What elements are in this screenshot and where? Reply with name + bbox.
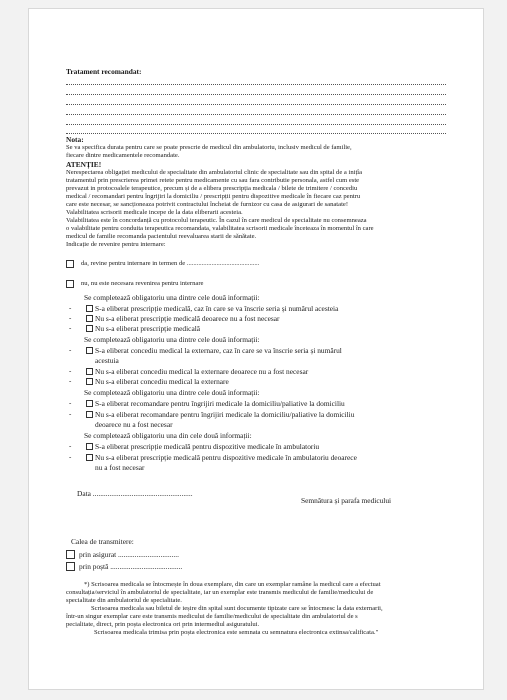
dotted-line[interactable] — [66, 133, 446, 134]
dotted-line[interactable] — [66, 124, 446, 125]
atentie-line: medicul de familie recomanda pacientului reevaluarea starii de sănătate. — [66, 233, 257, 240]
option-label: Nu s-a eliberat prescripție medicală deoarece nu a fost necesar — [95, 314, 280, 323]
option-checkbox[interactable] — [86, 315, 93, 322]
option-checkbox[interactable] — [86, 378, 93, 385]
option-label: Nu s-a eliberat prescripție medicală pentru dispozitive medicale în ambulatoriu deoarece — [95, 453, 357, 462]
option-item[interactable] — [86, 377, 229, 386]
revenire-da-label: da, revine pentru internare in termen de ............................................ — [81, 260, 260, 267]
option-label: Nu s-a eliberat concediu medical la externare deoarece nu a fost necesar — [95, 367, 309, 376]
dash-bullet: - — [69, 453, 72, 461]
option-checkbox[interactable] — [86, 411, 93, 418]
atentie-line: Nerespectarea obligației medicului de specialitate din ambulatoriul clinic de specialitate sau din spital de a inițîa — [66, 169, 363, 176]
revenire-da-checkbox[interactable] — [66, 260, 74, 268]
footnote-line: într-un singur exemplar care este transmis medicului de familie/medicului de specialitate din ambulatoriul de s — [66, 613, 358, 620]
footnote-line: consultația/serviciul în ambulatoriul de specialitate, iar un exemplar este transmis medicului de familie/medicului de — [66, 589, 374, 596]
option-label: S-a eliberat recomandare pentru îngrijiri medicale la domiciliu/paliative la domiciliu — [95, 399, 345, 408]
dash-bullet: - — [69, 346, 72, 354]
option-label: S-a eliberat concediu medical la externare, caz în care se va înscrie seria și numărul — [95, 346, 342, 355]
signature-label: Semnătura și parafa medicului — [301, 496, 392, 505]
option-label: Nu s-a eliberat concediu medical la externare — [95, 377, 229, 386]
nota-line: fiecare dintre medicamentele recomandate. — [66, 152, 180, 159]
atentie-line: care este necesar, se sancționeaza potrivit contractului încheiat de furnizor cu casa de asigurari de sanatate! — [66, 201, 349, 208]
option-checkbox[interactable] — [86, 325, 93, 332]
option-checkbox[interactable] — [86, 454, 93, 461]
option-checkbox[interactable] — [86, 368, 93, 375]
transmission-label: Calea de transmitere: — [71, 537, 134, 546]
dash-bullet: - — [69, 410, 72, 418]
option-label: Nu s-a eliberat recomandare pentru îngrijiri medicale la domiciliu/paliative la domiciliu — [95, 410, 355, 419]
option-item[interactable] — [86, 346, 342, 355]
dash-bullet: - — [69, 377, 72, 385]
option-continuation: acestuia — [95, 356, 119, 365]
dash-bullet: - — [69, 442, 72, 450]
group-heading: Se completează obligatoriu una din cele două informații: — [84, 431, 252, 440]
footnote-line: *) Scrisoarea medicala se întocmește în doua exemplare, din care un exemplar ramâne la medicul care a efectuat — [84, 581, 381, 588]
document-page — [28, 8, 484, 690]
option-checkbox[interactable] — [86, 347, 93, 354]
nota-label: Nota: — [66, 135, 84, 144]
footnote-line: specialitate din ambulatoriul de specialitate. — [66, 597, 182, 604]
dotted-line[interactable] — [66, 104, 446, 105]
dotted-line[interactable] — [66, 94, 446, 95]
dash-bullet: - — [69, 324, 72, 332]
atentie-line: prevazut in protocoalele terapeutice, precum și de a elibera prescripția medicala / bilete de trimitere / concediu — [66, 185, 358, 192]
posta-label: prin poștă ....................................... — [79, 562, 183, 571]
option-label: S-a eliberat prescripție medicală pentru dispozitive medicale în ambulatoriu — [95, 442, 320, 451]
option-continuation: nu a fost necesar — [95, 463, 145, 472]
atentie-line: medical / recomandari pentru îngrijiri la domiciliu / prescripții pentru dispozitive medicale în fiecare caz pentru — [66, 193, 361, 200]
dotted-line[interactable] — [66, 84, 446, 85]
dash-bullet: - — [69, 314, 72, 322]
atentie-line: Indicație de revenire pentru internare: — [66, 241, 166, 248]
group-heading: Se completează obligatoriu una dintre cele două informații: — [84, 388, 260, 397]
option-item[interactable] — [86, 304, 338, 313]
revenire-nu-checkbox[interactable] — [66, 280, 74, 288]
dotted-line[interactable] — [66, 114, 446, 115]
option-checkbox[interactable] — [86, 400, 93, 407]
option-item[interactable] — [86, 324, 200, 333]
asigurat-label: prin asigurat ................................. — [79, 550, 179, 559]
option-checkbox[interactable] — [86, 443, 93, 450]
option-label: Nu s-a eliberat prescripție medicală — [95, 324, 201, 333]
dash-bullet: - — [69, 367, 72, 375]
footnote-line: Scrisoarea medicala sau biletul de ieșire din spital sunt documente tipizate care se întocmesc la data externarii, — [91, 605, 383, 612]
option-checkbox[interactable] — [86, 305, 93, 312]
group-heading: Se completează obligatoriu una dintre cele două informații: — [84, 293, 260, 302]
atentie-line: o valabilitate pentru conduita terapeutica recomandata, valabilitatea scrisorii medicale înceteaza în momentul în care — [66, 225, 374, 232]
revenire-nu-label: nu, nu este necesara revenirea pentru internare — [81, 280, 204, 287]
option-item[interactable] — [86, 453, 357, 462]
option-continuation: deoarece nu a fost necesar — [95, 420, 173, 429]
option-item[interactable] — [86, 367, 308, 376]
option-item[interactable] — [86, 399, 345, 408]
atentie-label: ATENȚIE! — [66, 160, 102, 169]
dash-bullet: - — [69, 304, 72, 312]
option-item[interactable] — [86, 410, 354, 419]
atentie-line: Valabilitatea scrisorii medicale incepe de la data eliberarii acesteia. — [66, 209, 243, 216]
atentie-line: tratamentul prin prescrierea primei retete pentru medicamente cu sau fara contributie personala, astfel cum este — [66, 177, 360, 184]
date-field[interactable]: Data ...................................................... — [77, 489, 193, 498]
treatment-title: Tratament recomandat: — [66, 67, 142, 76]
atentie-line: Valabilitatea este în concordanță cu protocolul terapeutic. În cazul în care medicul de specialitate nu consemneaza — [66, 217, 367, 224]
footnote-line: pecialitate, direct, prin poșta electronica ori prin intermediul asiguratului. — [66, 621, 260, 628]
option-item[interactable] — [86, 442, 319, 451]
nota-line: Se va specifica durata pentru care se poate prescrie de medicul din ambulatoriu, inclusiv medicul de familie, — [66, 144, 352, 151]
option-label: S-a eliberat prescripție medicală, caz în care se va înscrie seria și numărul acesteia — [95, 304, 339, 313]
group-heading: Se completează obligatoriu una dintre cele două informații: — [84, 335, 260, 344]
footnote-line: Scrisoarea medicala trimisa prin poșta electronica este semnata cu semnatura electronica extinsa/calificata." — [94, 629, 379, 636]
posta-checkbox[interactable] — [66, 562, 75, 571]
dash-bullet: - — [69, 399, 72, 407]
option-item[interactable] — [86, 314, 279, 323]
asigurat-checkbox[interactable] — [66, 550, 75, 559]
